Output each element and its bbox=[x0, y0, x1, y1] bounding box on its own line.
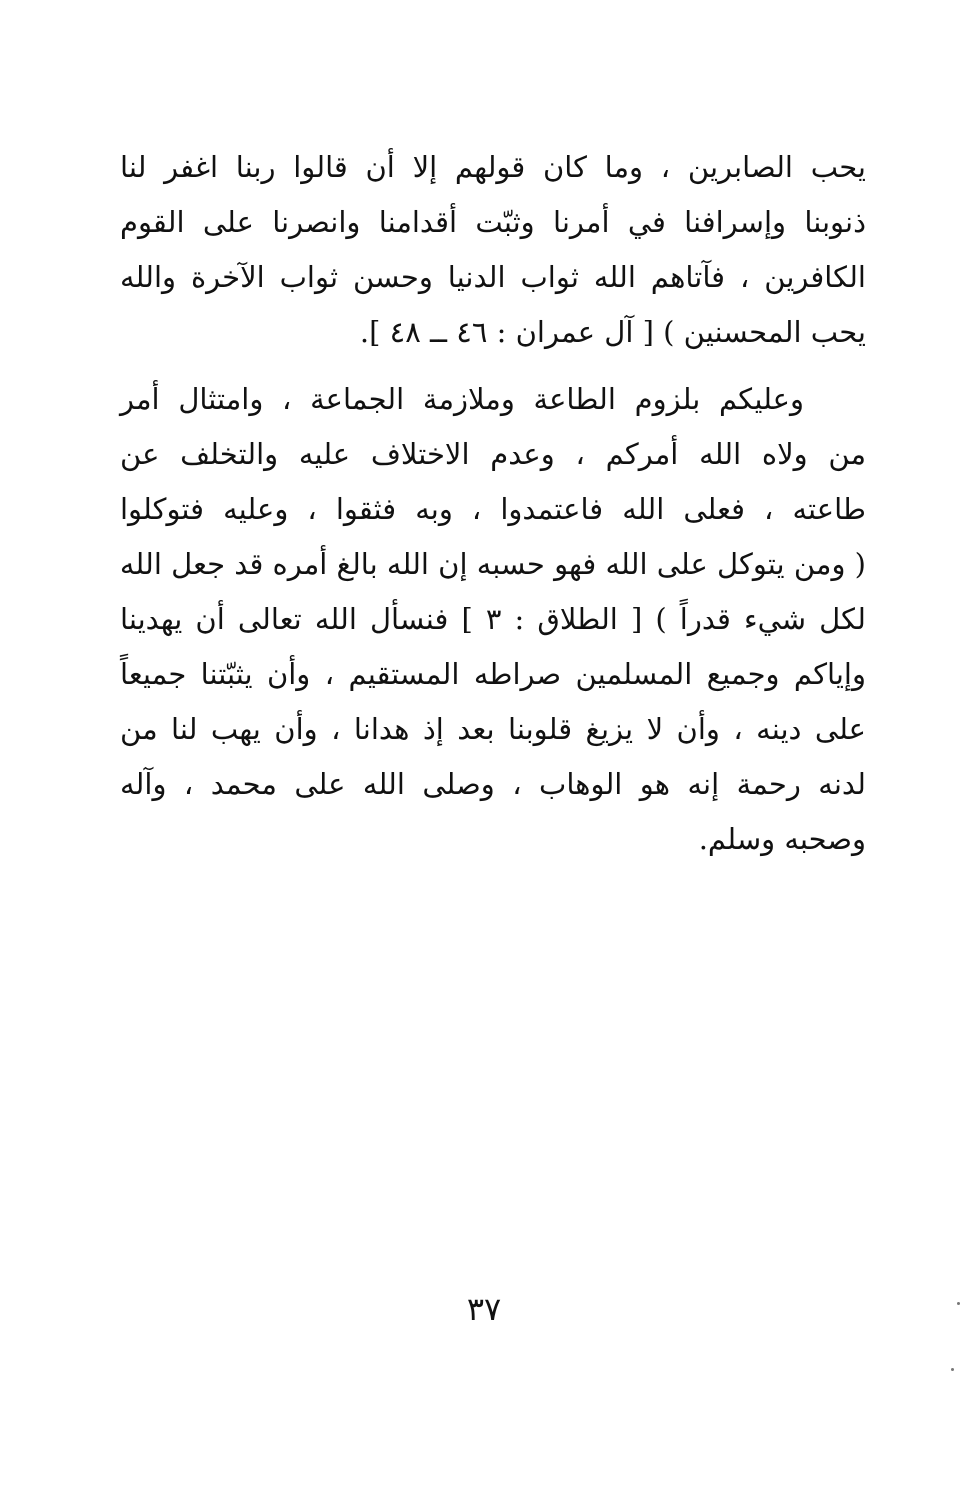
page-number: ٣٧ bbox=[466, 1290, 502, 1328]
body-text bbox=[120, 140, 866, 867]
paragraph-1 bbox=[120, 140, 866, 360]
text-line: ( ومن يتوكل على الله فهو حسبه إن الله بالغ أمره قد جعل الله bbox=[119, 547, 866, 581]
text-line: لدنه رحمة إنه هو الوهاب ، وصلى الله على محمد ، وآله bbox=[120, 767, 866, 801]
text-line: على دينه ، وأن لا يزيغ قلوبنا بعد إذ هدانا ، وأن يهب لنا من bbox=[120, 712, 866, 746]
text-line: وإياكم وجميع المسلمين صراطه المستقيم ، وأن يثبّتنا جميعاً bbox=[120, 657, 866, 691]
text-line: وعليكم بلزوم الطاعة وملازمة الجماعة ، وامتثال أمر bbox=[120, 382, 804, 416]
scan-speck bbox=[957, 1302, 960, 1305]
text-line: الكافرين ، فآتاهم الله ثواب الدنيا وحسن ثواب الآخرة والله bbox=[120, 260, 866, 294]
text-line: يحب الصابرين ، وما كان قولهم إلا أن قالوا ربنا اغفر لنا bbox=[120, 150, 866, 184]
text-line: لكل شيء قدراً ) [ الطلاق : ٣ ] فنسأل الله تعالى أن يهدينا bbox=[120, 602, 866, 636]
text-line: يحب المحسنين ) [ آل عمران : ٤٦ ــ ٤٨ ]. bbox=[359, 315, 866, 349]
scan-speck bbox=[951, 1368, 954, 1371]
text-line: طاعته ، فعلى الله فاعتمدوا ، وبه فثقوا ، وعليه فتوكلوا bbox=[120, 492, 866, 526]
text-line: ذنوبنا وإسرافنا في أمرنا وثبّت أقدامنا وانصرنا على القوم bbox=[120, 205, 866, 239]
text-line: وصحبه وسلم. bbox=[698, 822, 866, 856]
paragraph-2 bbox=[120, 372, 866, 867]
text-line: من ولاه الله أمركم ، وعدم الاختلاف عليه والتخلف عن bbox=[120, 437, 866, 471]
paragraph-gap bbox=[120, 360, 866, 372]
